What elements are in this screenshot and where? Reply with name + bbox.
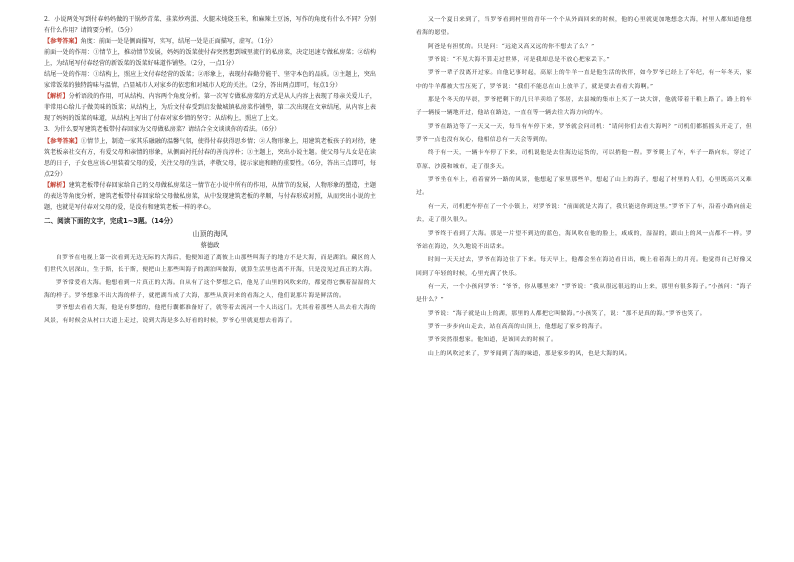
story-paragraph: 时间一天天过去，罗爷在海边住了下来。每天早上，他都会坐在海边看日出，晚上看着海上的月亮。他觉得自己好像又回到了年轻的时候，心里充满了快乐。 bbox=[416, 257, 752, 277]
left-column bbox=[44, 14, 376, 327]
answer-tag: 【参考答案】 bbox=[44, 38, 81, 46]
story-paragraph: 罗爷突然很想家。他知道，是该回去的时候了。 bbox=[428, 337, 558, 344]
analysis-2 bbox=[44, 91, 376, 124]
story-paragraph: 罗爷想去看看大海，他是有梦想的，他把行囊都准备好了，就等着去流河一个人出远门。尤其看着那些人出去看大海的风景，有时候会从村口大道上走过，说到大海是多么好看的时候，罗爷心里就更想去看海了。 bbox=[44, 305, 376, 324]
right-column bbox=[416, 14, 752, 361]
story-paragraph: 自罗爷在电视上第一次看到无边无际的大海后，他便知道了离彼上山那些叫海子的地方不是大海，而是湖泊。藏区的人们世代久居深山，生于斯，长于斯，便把山上那些叫海子的湖泊叫做海，就算生活里也离不开海，只是没见过真正的大海。 bbox=[44, 254, 376, 274]
question-3: 3．为什么要写建筑老板带付春回家为父母做私房菜？请结合全文谈谈你的看法。（6分） bbox=[44, 126, 281, 134]
answer-tag: 【参考答案】 bbox=[44, 137, 81, 145]
story-title: 山顶的海风 bbox=[192, 229, 228, 238]
story-paragraph: 罗爷常爱看大海。他想看到一片真正的大海。自从有了这个梦想之后，他见了山里的风吹来的，都觉得它飘着湿湿的大海的样子。罗爷想象不出大海的样子，就把湖当成了大海，那些从黄河来的看海之人，他们说那片海是鲜活的。 bbox=[44, 280, 376, 299]
question-2: 2．小说两处写到付春妈妈做的干锅炒青菜、韭菜炒鸡蛋、火腿末炖烧玉米，和麻辣土豆汤，写作的角度有什么不同？分别有什么作用？请简要分析。（5分） bbox=[44, 16, 376, 35]
story-paragraph: 那是个冬天的早晨，罗爷把剩下的几只羊卖给了邻居，去县城的集市上买了一块大饼，他就带着干粮上路了。路上的车子一辆接一辆地开过，他站在路边，一直在等一辆去往大海方向的车。 bbox=[416, 97, 752, 117]
story-paragraph: 罗爷坐在车上，看着窗外一路的风景，他想起了家里那些羊，想起了山上的海子，想起了村里的人们，心里既高兴又难过。 bbox=[416, 177, 752, 197]
story-paragraph: 罗爷说：“不见大海不算走过世界，可是我却总是不放心把家丢下。” bbox=[428, 57, 610, 64]
analysis-text: 建筑老板带付春回家给自己的父母做私房菜这一情节在小说中所有的作用，从情节的发展，人物形象的塑造，主题的表达等角度分析，建筑老板带付春回家给父母做私房菜，从中发现建筑老板的孝顺，与付春形成对照，从而突出小说的主题，也就是写付春对父母的爱，是没有和建筑老板一样的孝心。 bbox=[44, 181, 377, 211]
story-paragraph: 罗爷在路边等了一天又一天，每当有车停下来，罗爷就会问司机：“请问你们去看大海吗？”司机们都摇摇头开走了，但罗爷一点也没有灰心，他相信总有一天会等到的。 bbox=[416, 123, 752, 144]
story-paragraph: 罗爷终于看到了大海。那是一片望不到边的蓝色，海风吹在他的脸上，咸咸的，湿湿的，跟山上的风一点都不一样。罗爷站在海边，久久地说不出话来。 bbox=[416, 230, 752, 250]
story-paragraph: 有一天，司机把车停在了一个小镇上，对罗爷说：“前面就是大海了，我只能送你到这里。”罗爷下了车，沿着小路向前走去，走了很久很久。 bbox=[416, 203, 752, 224]
story-paragraph: 阿爸是有担忧的。只是问：“远途又高又远的你不想去了么？” bbox=[428, 43, 595, 50]
analysis-3 bbox=[44, 180, 376, 213]
answer-3 bbox=[44, 136, 376, 180]
answer-2 bbox=[44, 36, 376, 47]
story-paragraph: 有一天，一个小孩问罗爷：“爷爷，你从哪里来？”罗爷说：“我从很远很远的山上来，那里有很多海子。”小孩问：“海子是什么？” bbox=[416, 283, 752, 304]
answer-text: ①情节上，制造一家其乐融融的温馨气氛，使得付春获得思乡情；②人物形象上，用建筑老板孩子的对待，建筑老板亲社交有方，有爱父母和亲情的形象，从侧面衬托付春的善良淳朴；③主题上，突出小说主题。使父母与儿女是在读思的日子，子女也应该心里装着父母的爱，关注父母的生活，孝敬父母，提示家庭和睦的重要性。（6分，答出三点即可，每点2分） bbox=[44, 137, 377, 178]
story-paragraph: 罗爷说：“海子就是山上的湖，那里的人都把它叫做海。”小孩笑了，说：“那不是真的海。”罗爷也笑了。 bbox=[428, 310, 706, 317]
story-paragraph: 又一个夏日来到了，当罗爷看到村里的青年一个个从外面回来的时候，他的心里就更加地想念大海，村里人都知道他想看海的愿望。 bbox=[416, 17, 752, 37]
analysis-tag: 【解析】 bbox=[44, 93, 69, 101]
analysis-text: 分析语段的作用，可从结构、内容两个角度分析。第一次写专做私房菜的方式是从人内容上表现了母亲关爱儿子，菲常用心给儿子做美味的饭菜；从结构上，为后文付春受到启发做城镇私房菜作铺垫，第二次出现在文章结尾，从内容上表现了妈妈的饭菜的味道，从结构上写出了付春对家乡情的坚守；从结构上，照应了上文。 bbox=[44, 93, 377, 123]
answer-2-part-3: 结尾一处的作用：①结构上，照应上文付春经营的饭菜；②形象上，表现付春勤劳能干、坚守本色的品质。③主题上，突出家常饭菜的独特韵味与温情，凸显城市人对家乡的依恋和对城市人吃的关注。（2分，答出两点即可，每点1分） bbox=[44, 71, 376, 90]
story-paragraph: 罗爷一辈子没离开过家。自他记事时起，高原上的牛羊一直是他生活的伙伴，如今罗爷已经上了年纪，有一年冬天，家中的牛羊都被大雪压死了，罗爷说：“我们不能总在山上放羊了，就是要去看看大海啊。” bbox=[416, 70, 752, 90]
story-paragraph: 罗爷一步步向山走去，站在高高的山顶上，他想起了家乡的海子。 bbox=[428, 323, 607, 330]
section-heading: 二、阅读下面的文字，完成1~3题。（14分） bbox=[44, 216, 177, 225]
story-author: 蔡德政 bbox=[200, 241, 220, 249]
story-paragraph: 终于有一天，一辆卡车停了下来，司机说他是去往海边运货的，可以捎他一程。罗爷爬上了车，车子一路向东，穿过了草原、沙漠和城市，走了很多天。 bbox=[416, 150, 752, 170]
analysis-tag: 【解析】 bbox=[44, 181, 69, 189]
answer-2-part-2: 前面一处的作用：①情节上，推动情节发展，妈妈的饭菜使付春突然想到城里流行的私房菜，决定迅速专做私房菜；②结构上，为结尾写付春经营的新饭菜的饭菜好味道作铺垫。（2分，一点1分） bbox=[44, 49, 376, 68]
story-paragraph: 山上的风吹过来了，罗爷闻到了海的味道，那是家乡的风，也是大海的风。 bbox=[428, 350, 631, 357]
answer-text: 角度：前面一处是侧面描写，实写，结尾一处是正面描写，虚写。（1分） bbox=[80, 38, 277, 46]
